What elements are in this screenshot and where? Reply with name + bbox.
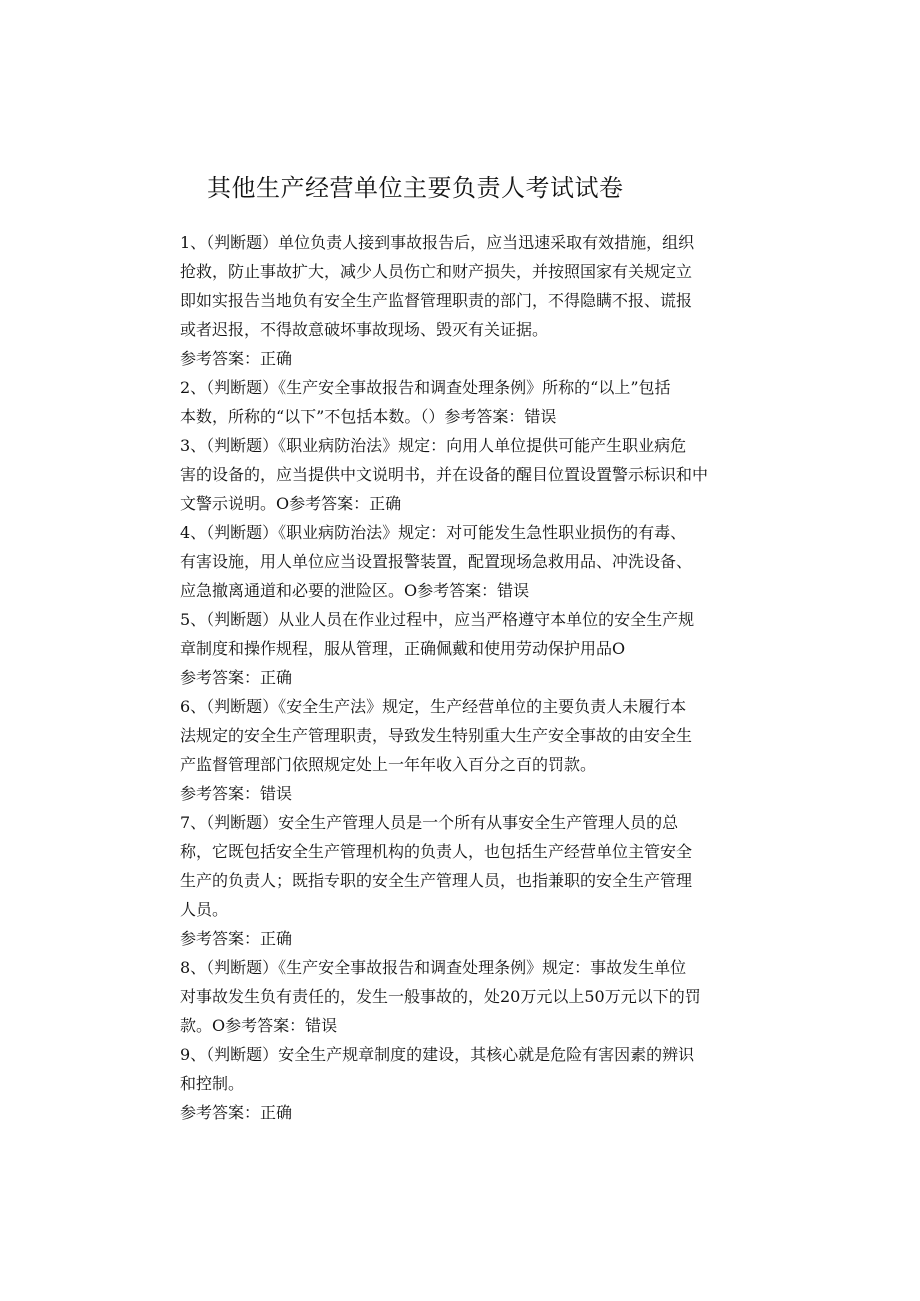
text-line: 称，它既包括安全生产管理机构的负责人，也包括生产经营单位主管安全 <box>180 842 693 861</box>
text-line: 参考答案：错误 <box>180 784 293 803</box>
text-line: 2、（判断题）《生产安全事故报告和调查处理条例》所称的“以上”包括 <box>180 378 671 397</box>
text-line: 8、（判断题）《生产安全事故报告和调查处理条例》规定：事故发生单位 <box>180 958 687 977</box>
text-line: 文警示说明。O参考答案：正确 <box>180 494 402 513</box>
document-body <box>180 228 745 1127</box>
text-line: 款。O参考答案：错误 <box>180 1016 338 1035</box>
text-line: 即如实报告当地负有安全生产监督管理职责的部门，不得隐瞒不报、谎报 <box>180 291 693 310</box>
text-line: 法规定的安全生产管理职责，导致发生特别重大生产安全事故的由安全生 <box>180 726 693 745</box>
text-line: 参考答案：正确 <box>180 929 293 948</box>
text-line: 或者迟报，不得故意破坏事故现场、毁灭有关证据。 <box>180 320 549 339</box>
text-line: 5、（判断题）从业人员在作业过程中，应当严格遵守本单位的安全生产规 <box>180 610 695 629</box>
text-line: 9、（判断题）安全生产规章制度的建设，其核心就是危险有害因素的辨识 <box>180 1045 695 1064</box>
text-line: 7、（判断题）安全生产管理人员是一个所有从事安全生产管理人员的总 <box>180 813 679 832</box>
text-line: 抢救，防止事故扩大，减少人员伤亡和财产损失，并按照国家有关规定立 <box>180 262 693 281</box>
text-line: 应急撤离通道和必要的泄险区。O参考答案：错误 <box>180 581 530 600</box>
text-line: 人员。 <box>180 900 229 919</box>
text-line: 参考答案：正确 <box>180 1103 293 1122</box>
text-line: 有害设施，用人单位应当设置报警装置，配置现场急救用品、冲洗设备、 <box>180 552 693 571</box>
text-line: 1、（判断题）单位负责人接到事故报告后，应当迅速采取有效措施，组织 <box>180 233 695 252</box>
text-line: 章制度和操作规程，服从管理，正确佩戴和使用劳动保护用品O <box>180 639 626 658</box>
text-line: 参考答案：正确 <box>180 668 293 687</box>
text-line: 和控制。 <box>180 1074 245 1093</box>
text-line: 3、（判断题）《职业病防治法》规定：向用人单位提供可能产生职业病危 <box>180 436 687 455</box>
text-line: 6、（判断题）《安全生产法》规定，生产经营单位的主要负责人未履行本 <box>180 697 687 716</box>
text-line: 生产的负责人；既指专职的安全生产管理人员，也指兼职的安全生产管理 <box>180 871 693 890</box>
document-title: 其他生产经营单位主要负责人考试试卷 <box>207 174 624 202</box>
text-line: 产监督管理部门依照规定处上一年年收入百分之百的罚款。 <box>180 755 597 774</box>
text-line: 害的设备的，应当提供中文说明书，并在设备的醒目位置设置警示标识和中 <box>180 465 709 484</box>
text-line: 参考答案：正确 <box>180 349 293 368</box>
text-line: 本数，所称的“以下”不包括本数。（）参考答案：错误 <box>180 407 557 426</box>
text-line: 对事故发生负有责任的，发生一般事故的，处20万元以上50万元以下的罚 <box>180 987 701 1006</box>
text-line: 4、（判断题）《职业病防治法》规定：对可能发生急性职业损伤的有毒、 <box>180 523 687 542</box>
